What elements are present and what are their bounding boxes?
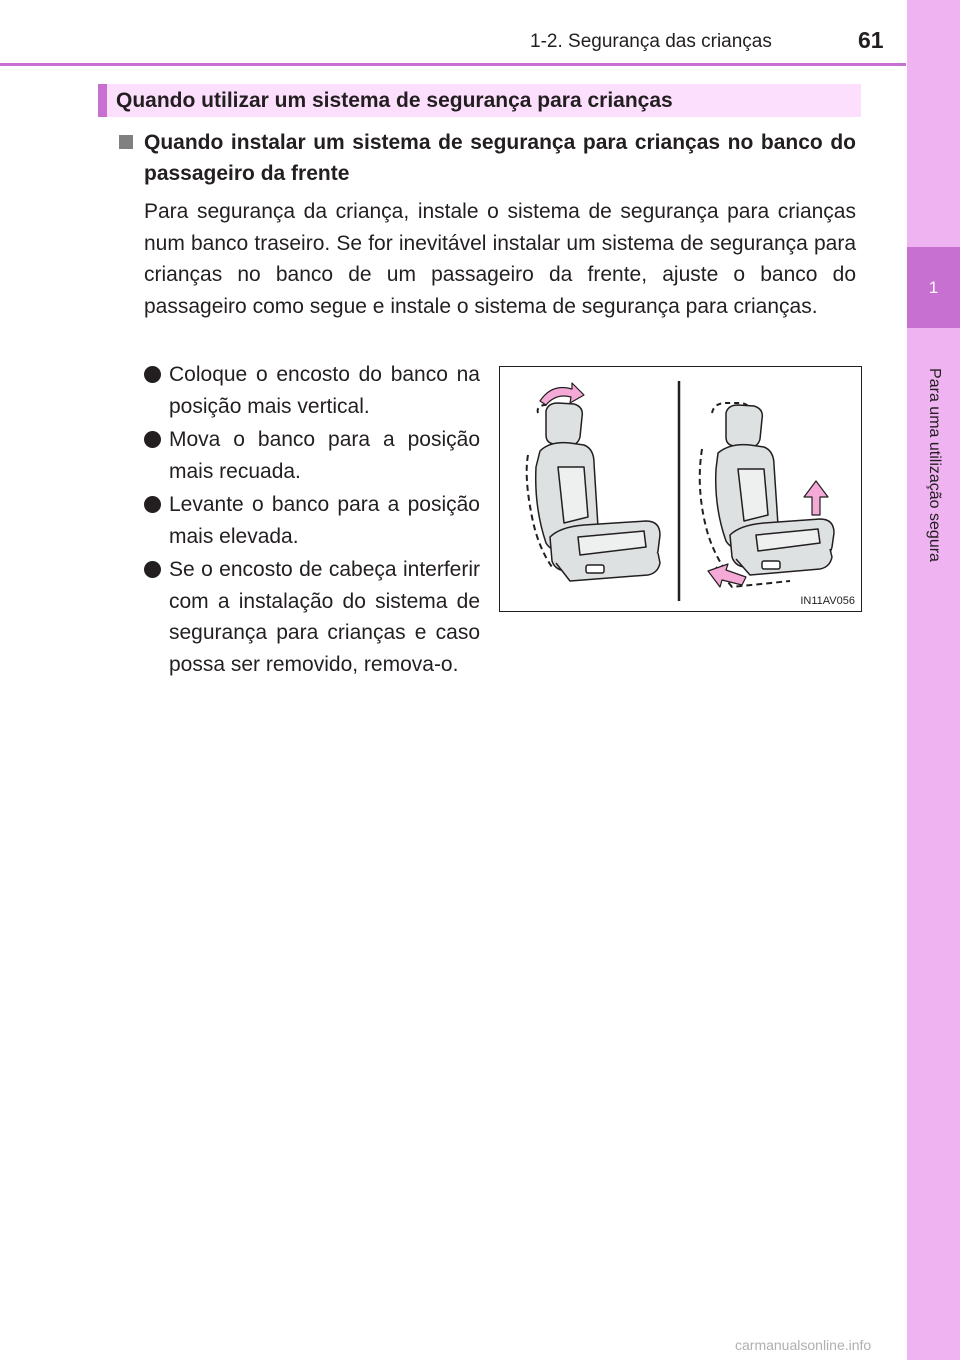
list-item (144, 489, 480, 552)
section-title-bar (98, 84, 861, 117)
bullet-dot-icon (144, 431, 161, 448)
chapter-number: 1 (928, 278, 939, 297)
list-item (144, 359, 480, 422)
instruction-list (144, 359, 480, 682)
subheading: Quando instalar um sistema de segurança para crianças no banco do passageiro da frente (144, 131, 856, 185)
list-item-text: Mova o banco para a posição mais recuada. (169, 428, 480, 483)
seat-adjustment-figure (499, 366, 862, 612)
bullet-dot-icon (144, 561, 161, 578)
page-number: 61 (858, 27, 884, 53)
list-item (144, 554, 480, 680)
list-item-text: Coloque o encosto do banco na posição mais vertical. (169, 363, 480, 418)
square-bullet-icon (119, 135, 133, 149)
section-title: Quando utilizar um sistema de segurança para crianças (116, 89, 673, 112)
list-item (144, 424, 480, 487)
side-tab (907, 0, 960, 1360)
seat-illustration (500, 367, 860, 610)
side-tab-label: Para uma utilização segura (926, 368, 943, 562)
up-arrow-icon (804, 481, 828, 515)
chapter-number-box (907, 247, 960, 328)
curved-arrow-icon (540, 383, 584, 405)
figure-code: IN11AV056 (800, 595, 855, 607)
list-item-text: Se o encosto de cabeça interferir com a instalação do sistema de segurança para crianças e caso possa ser removido, remova-o. (169, 558, 480, 676)
left-seat-icon (527, 403, 660, 581)
bullet-dot-icon (144, 496, 161, 513)
footer-watermark: carmanualsonline.info (735, 1337, 872, 1353)
header-section-title: 1-2. Segurança das crianças (530, 31, 772, 52)
bullet-dot-icon (144, 366, 161, 383)
header-divider (0, 63, 906, 66)
list-item-text: Levante o banco para a posição mais elevada. (169, 493, 480, 548)
back-arrow-icon (708, 564, 746, 587)
body-paragraph: Para segurança da criança, instale o sistema de segurança para crianças num banco traseiro. Se for inevitável instalar um sistema de segurança para crianças no banco de um passageiro da frente, ajuste o banco do passageiro como segue e instale o sistema de segurança para crianças. (144, 200, 856, 318)
